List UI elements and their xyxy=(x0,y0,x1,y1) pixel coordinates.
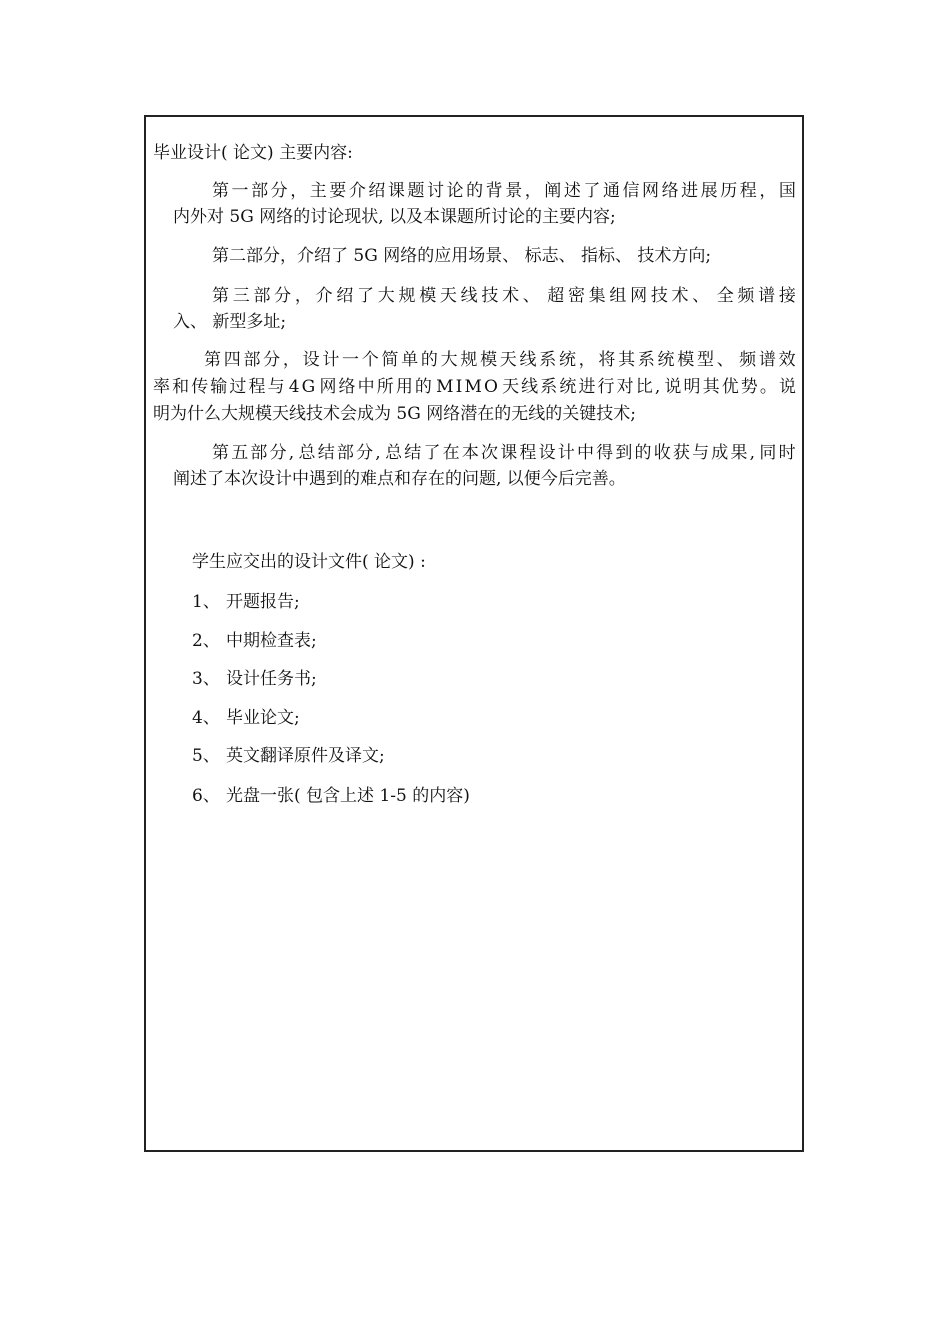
deliverable-number: 6、 xyxy=(192,786,220,806)
section-title: 毕业设计( 论文) 主要内容: xyxy=(153,143,353,163)
paragraph-3-line-1: 第 三 部 分 ， 介 绍 了 大 规 模 天 线 技 术 、 超 密 集 组 网 技 术 、 全 频 谱 接 xyxy=(212,286,796,306)
deliverable-item: 光盘一张( 包含上述 1-5 的内容) xyxy=(226,786,470,806)
paragraph-1-line-2: 内外对 5G 网络的讨论现状, 以及本课题所讨论的主要内容; xyxy=(173,207,616,227)
deliverables-title: 学生应交出的设计文件( 论文) : xyxy=(192,552,426,572)
deliverable-number: 3、 xyxy=(192,669,220,689)
deliverable-item: 英文翻译原件及译文; xyxy=(226,746,385,766)
deliverable-item: 中期检查表; xyxy=(226,631,317,651)
paragraph-4-line-2: 率 和 传 输 过 程 与 4 G 网 络 中 所 用 的 M I M O 天 线 系 统 进 行 对 比 , 说 明 其 优 势 。 说 xyxy=(153,377,796,397)
deliverable-number: 1、 xyxy=(192,592,220,612)
deliverable-item: 设计任务书; xyxy=(226,669,317,689)
paragraph-5-line-1: 第 五 部 分 , 总 结 部 分 , 总 结 了 在 本 次 课 程 设 计 中 得 到 的 收 获 与 成 果 , 同 时 xyxy=(212,443,796,463)
deliverable-number: 5、 xyxy=(192,746,220,766)
paragraph-1-line-1: 第 一 部 分 ， 主 要 介 绍 课 题 讨 论 的 背 景 ， 阐 述 了 通 信 网 络 进 展 历 程 ， 国 xyxy=(212,181,796,201)
paragraph-2-line-1: 第二部分，介绍了 5G 网络的应用场景、 标志、 指标、 技术方向; xyxy=(212,246,712,266)
deliverable-number: 4、 xyxy=(192,708,220,728)
paragraph-4-line-3: 明为什么大规模天线技术会成为 5G 网络潜在的无线的关键技术; xyxy=(153,404,636,424)
deliverable-item: 开题报告; xyxy=(226,592,300,612)
paragraph-4-line-1: 第 四 部 分 ， 设 计 一 个 简 单 的 大 规 模 天 线 系 统 ， 将 其 系 统 模 型 、 频 谱 效 xyxy=(204,350,796,370)
paragraph-5-line-2: 阐述了本次设计中遇到的难点和存在的问题, 以便今后完善。 xyxy=(173,469,626,489)
deliverable-number: 2、 xyxy=(192,631,220,651)
paragraph-3-line-2: 入、 新型多址; xyxy=(173,312,287,332)
deliverable-item: 毕业论文; xyxy=(226,708,300,728)
